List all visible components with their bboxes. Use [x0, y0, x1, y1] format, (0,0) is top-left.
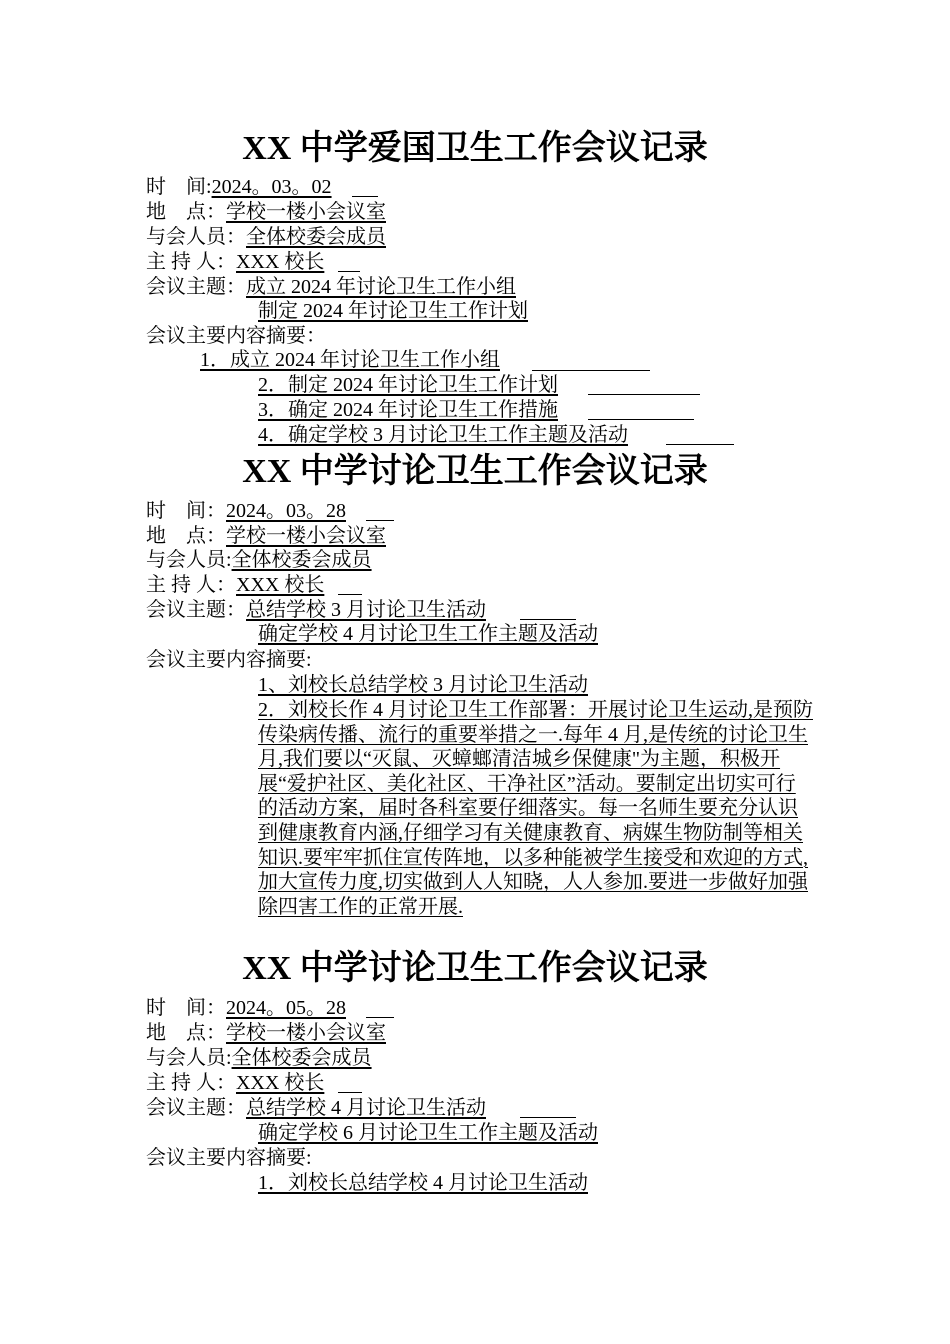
s2-topic2: 确定学校 4 月讨论卫生工作主题及活动 [258, 623, 598, 645]
s3-host-row: 主 持 人：XXX 校长 [146, 1072, 325, 1094]
section1-title: XX 中学爱国卫生工作会议记录 [242, 130, 708, 167]
s2-host-rule [338, 594, 362, 595]
s3-place: 学校一楼小会议室 [226, 1022, 386, 1044]
s3-attendees: 全体校委会成员 [231, 1047, 372, 1069]
s2-attendees-row: 与会人员:全体校委会成员 [146, 549, 372, 571]
s2-host: XXX 校长 [236, 574, 325, 596]
s1-place-row: 地 点：学校一楼小会议室 [146, 201, 386, 223]
s3-host: XXX 校长 [236, 1072, 325, 1094]
s1-topic2-row [258, 299, 528, 323]
s3-topic2-row [258, 1121, 598, 1145]
s3-time: 2024。05。28 [226, 997, 346, 1019]
s1-host-row: 主 持 人：XXX 校长 [146, 251, 325, 273]
s2-topic2-row [258, 622, 598, 646]
s3-topic2: 确定学校 6 月讨论卫生工作主题及活动 [258, 1122, 598, 1144]
s1-host: XXX 校长 [236, 251, 325, 273]
s1-item-3-rule [588, 419, 694, 420]
s2-attendees: 全体校委会成员 [231, 549, 372, 571]
s2-topic1: 总结学校 3 月讨论卫生活动 [246, 599, 486, 621]
s2-topic1-rule [520, 619, 576, 620]
s1-item-1: 1．成立 2024 年讨论卫生工作小组 [200, 349, 500, 371]
s3-time-rule [366, 1017, 394, 1018]
s3-topic1-rule [520, 1117, 576, 1118]
s1-topic-row: 会议主题：成立 2024 年讨论卫生工作小组 [146, 276, 516, 298]
s2-item-1: 1、刘校长总结学校 3 月讨论卫生活动 [258, 674, 588, 696]
s3-host-rule [338, 1092, 362, 1093]
s2-place-row: 地 点：学校一楼小会议室 [146, 525, 386, 547]
s3-topic1: 总结学校 4 月讨论卫生活动 [246, 1097, 486, 1119]
s1-time-row: 时 间:2024。03。02 [146, 176, 332, 198]
s2-summary-label: 会议主要内容摘要: [146, 649, 312, 671]
s3-time-row: 时 间：2024。05。28 [146, 997, 346, 1019]
s3-item-1: 1．刘校长总结学校 4 月讨论卫生活动 [258, 1172, 588, 1194]
section2-title: XX 中学讨论卫生工作会议记录 [242, 453, 708, 490]
s1-item-2-rule [588, 394, 700, 395]
s1-topic2: 制定 2024 年讨论卫生工作计划 [258, 300, 528, 322]
s1-host-rule [338, 271, 360, 272]
s2-time: 2024。03。28 [226, 500, 346, 522]
s1-place: 学校一楼小会议室 [226, 201, 386, 223]
s1-item-2: 2．制定 2024 年讨论卫生工作计划 [258, 374, 558, 396]
s1-item-1-rule [532, 370, 650, 371]
s2-time-row: 时 间：2024。03。28 [146, 500, 346, 522]
s3-topic-row: 会议主题：总结学校 4 月讨论卫生活动 [146, 1097, 486, 1119]
s1-topic1: 成立 2024 年讨论卫生工作小组 [246, 276, 516, 298]
s2-item-2-paragraph: 2．刘校长作 4 月讨论卫生工作部署：开展讨论卫生运动,是预防传染病传播、流行的重要举措之一.每年 4 月,是传统的讨论卫生月,我们要以“灭鼠、灭蟑螂清洁城乡保健康"为主题，积极开展“爱护社区、美化社区、干净社区”活动。要制定出切实可行的活动方案，届时各科室要仔细落实。每一名师生要充分认识到健康教育内涵,仔细学习有关健康教育、病媒生物防制等相关知识.要牢牢抓住宣传阵地，以多种能被学生接受和欢迎的方式,加大宣传力度,切实做到人人知晓，人人参加.要进一步做好加强除四害工作的正常开展. [258, 699, 813, 918]
s1-attendees: 全体校委会成员 [246, 226, 386, 248]
s2-place: 学校一楼小会议室 [226, 525, 386, 547]
s3-attendees-row: 与会人员:全体校委会成员 [146, 1047, 372, 1069]
s1-time-rule [352, 196, 378, 197]
s1-item-4-rule [666, 444, 734, 445]
section3-title: XX 中学讨论卫生工作会议记录 [242, 950, 708, 987]
s2-topic-row: 会议主题：总结学校 3 月讨论卫生活动 [146, 599, 486, 621]
s3-place-row: 地 点：学校一楼小会议室 [146, 1022, 386, 1044]
s1-time: 2024。03。02 [211, 176, 332, 198]
s3-summary-label: 会议主要内容摘要: [146, 1147, 312, 1169]
s2-time-rule [366, 520, 394, 521]
s1-attendees-row: 与会人员：全体校委会成员 [146, 226, 386, 248]
s1-item-4: 4．确定学校 3 月讨论卫生工作主题及活动 [258, 424, 628, 446]
s2-host-row: 主 持 人：XXX 校长 [146, 574, 325, 596]
s1-item-3: 3．确定 2024 年讨论卫生工作措施 [258, 399, 558, 421]
s1-summary-label: 会议主要内容摘要： [146, 325, 326, 347]
